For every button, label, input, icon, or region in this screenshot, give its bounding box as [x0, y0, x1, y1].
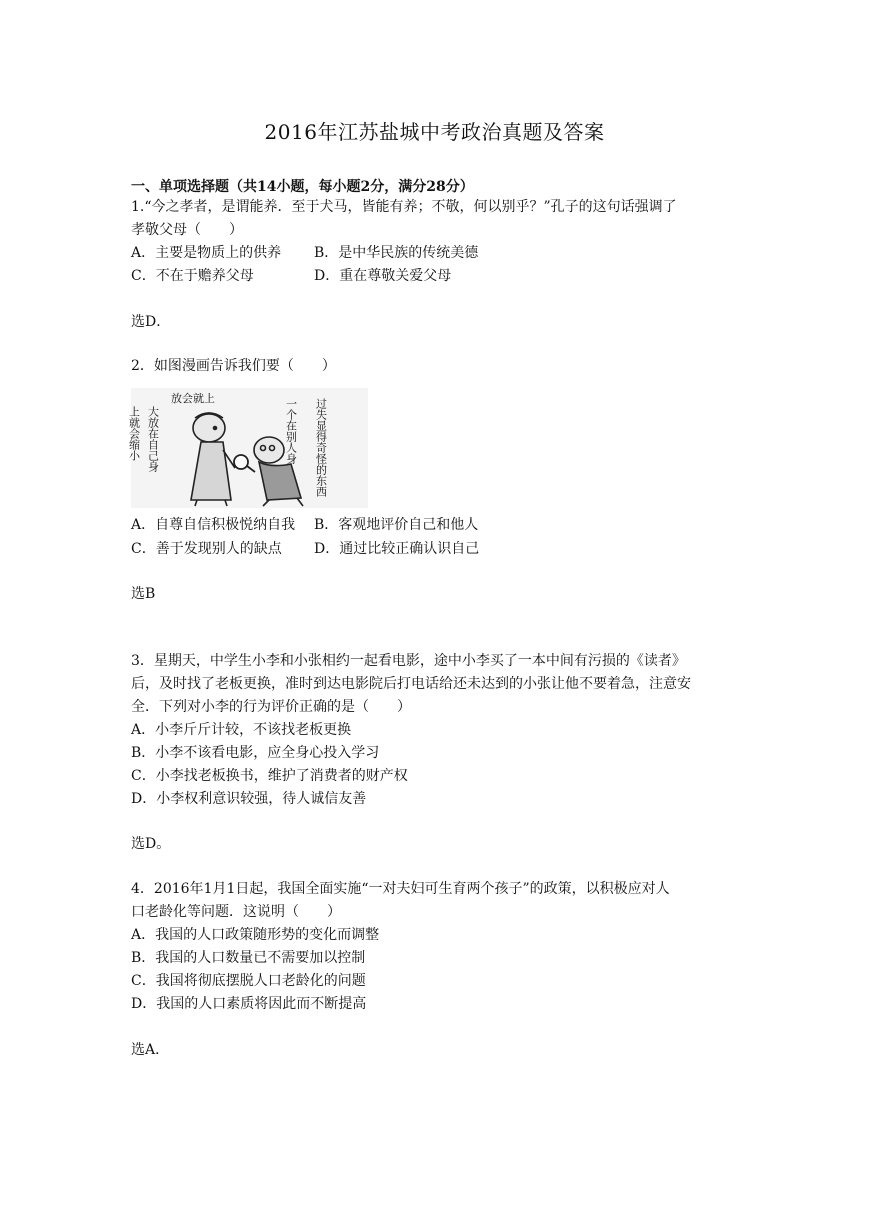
question-4-stem-line-1: 4．2016年1月1日起，我国全面实施“一对夫妇可生育两个孩子”的政策，以积极应对人	[131, 881, 670, 897]
question-4-option-c: C．我国将彻底摆脱人口老龄化的问题	[131, 973, 366, 989]
question-3-option-b: B．小李不该看电影，应全身心投入学习	[131, 745, 380, 761]
question-3-stem-line-2: 后，及时找了老板更换，准时到达电影院后打电话给还未达到的小张让他不要着急，注意安	[131, 676, 691, 692]
document-title: 2016年江苏盐城中考政治真题及答案	[264, 120, 605, 144]
question-1-option-a: A．主要是物质上的供养	[131, 245, 282, 261]
question-3-answer: 选D。	[131, 836, 171, 852]
question-2-stem: 2．如图漫画告诉我们要（ ）	[131, 358, 336, 374]
question-1-stem-line-1: 1.“今之孝者，是谓能养．至于犬马，皆能有养；不敬，何以别乎？”孔子的这句话强调了	[131, 199, 677, 215]
section-heading: 一、单项选择题（共14小题，每小题2分，满分28分）	[131, 179, 474, 195]
question-1-option-c: C．不在于赡养父母	[131, 268, 254, 284]
cartoon-image	[127, 388, 368, 508]
question-2-option-b: B．客观地评价自己和他人	[314, 517, 479, 533]
cartoon-caption-right-mid: 一个在别人身	[284, 398, 298, 464]
question-3-option-d: D．小李权利意识较强，待人诚信友善	[131, 791, 367, 807]
cartoon-caption-right: 过失显得奇怪的东西	[314, 398, 328, 497]
question-3-stem-line-3: 全．下列对小李的行为评价正确的是（ ）	[131, 699, 411, 715]
question-3-option-c: C．小李找老板换书，维护了消费者的财产权	[131, 768, 408, 784]
question-2-option-c: C．善于发现别人的缺点	[131, 541, 282, 557]
question-1-stem-line-2: 孝敬父母（ ）	[131, 222, 243, 238]
question-4-option-a: A．我国的人口政策随形势的变化而调整	[131, 927, 380, 943]
question-2-option-d: D．通过比较正确认识自己	[314, 541, 480, 557]
question-2-answer: 选B	[131, 586, 156, 602]
cartoon-caption-left-mid: 大放在自己身	[146, 406, 160, 472]
question-4-answer: 选A．	[131, 1042, 170, 1058]
question-1-answer: 选D．	[131, 314, 171, 330]
question-1-option-d: D．重在尊敬关爱父母	[314, 268, 452, 284]
question-4-option-d: D．我国的人口素质将因此而不断提高	[131, 996, 367, 1012]
question-2-option-a: A．自尊自信积极悦纳自我	[131, 517, 296, 533]
cartoon-caption-top-mid: 放会就上	[171, 392, 215, 405]
question-3-stem-line-1: 3．星期天，中学生小李和小张相约一起看电影，途中小李买了一本中间有污损的《读者》	[131, 653, 686, 669]
question-3-option-a: A．小李斤斤计较，不该找老板更换	[131, 722, 352, 738]
question-1-option-b: B．是中华民族的传统美德	[314, 245, 479, 261]
question-4-option-b: B．我国的人口数量已不需要加以控制	[131, 950, 366, 966]
question-4-stem-line-2: 口老龄化等问题．这说明（ ）	[131, 904, 341, 920]
cartoon-caption-left: 上就会缩小	[127, 406, 141, 461]
